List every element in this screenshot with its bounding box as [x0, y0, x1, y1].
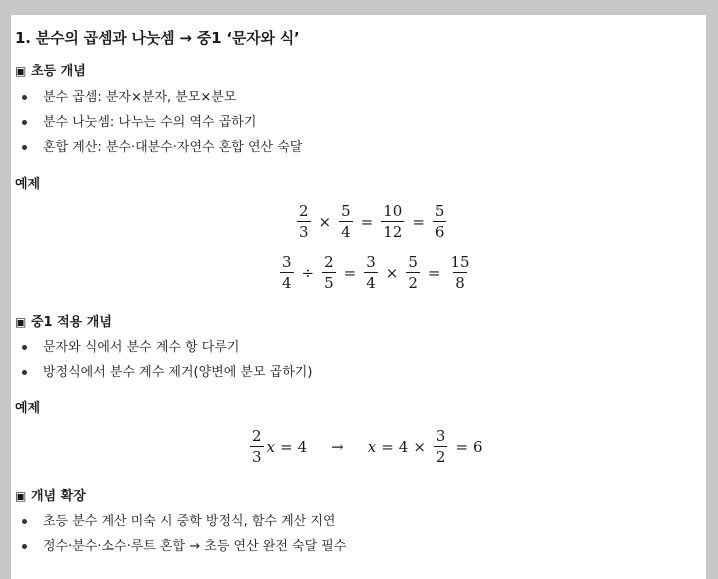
fraction: $\frac{2}{5}$ [324, 253, 334, 292]
times-operator: × [318, 213, 332, 231]
equation-multiplication [294, 204, 449, 240]
equation-linear [247, 429, 483, 465]
middle-concept-list [11, 335, 312, 385]
section-heading-middle [15, 311, 112, 330]
fraction: $\frac{3}{2}$ [435, 427, 446, 466]
times-operator: × [413, 438, 426, 456]
list-item: 분수 나눗셈: 나누는 수의 역수 곱하기 [11, 110, 302, 135]
section-heading-extension [15, 485, 86, 504]
fraction: $\frac{2}{3}$ [252, 427, 262, 466]
fraction: $\frac{5}{4}$ [341, 202, 351, 241]
fraction: $\frac{5}{6}$ [434, 202, 445, 241]
fraction: $\frac{3}{4}$ [282, 253, 292, 292]
extension-concept-list [11, 509, 346, 559]
section-heading-text: 개념 확장 [31, 489, 86, 504]
list-item: 정수·분수·소수·루트 혼합 → 초등 연산 완전 숙달 필수 [11, 534, 346, 559]
right-arrow-icon: → [331, 438, 344, 456]
equals-sign: = [412, 213, 425, 231]
list-item: 혼합 계산: 분수·대분수·자연수 혼합 연산 숙달 [11, 135, 302, 160]
equals-sign: = [381, 438, 394, 456]
section-heading-elementary [15, 60, 86, 79]
section-heading-text: 초등 개념 [31, 64, 86, 79]
elementary-concept-list [11, 85, 302, 160]
fraction: $\frac{5}{2}$ [408, 253, 418, 292]
square-marker-icon: ▣ [15, 489, 27, 503]
list-item: 분수 곱셈: 분자×분자, 분모×분모 [11, 85, 302, 110]
equals-sign: = [427, 264, 441, 282]
example-label: 예제 [15, 177, 41, 192]
fraction: $\frac{3}{4}$ [366, 253, 376, 292]
equals-sign: = [280, 438, 293, 456]
equals-sign: = [360, 213, 374, 231]
page-title: 1. 분수의 곱셈과 나눗셈 → 중1 ‘문자와 식’ [15, 29, 300, 47]
equals-sign: = [343, 264, 357, 282]
square-marker-icon: ▣ [15, 64, 27, 78]
times-operator: × [385, 264, 399, 282]
number: 4 [398, 438, 409, 456]
example-label: 예제 [15, 401, 41, 416]
number: 4 [297, 438, 308, 456]
list-item: 방정식에서 분수 계수 제거(양변에 분모 곱하기) [11, 360, 312, 385]
square-marker-icon: ▣ [15, 315, 27, 329]
list-item: 문자와 식에서 분수 계수 항 다루기 [11, 335, 312, 360]
equation-division [277, 255, 475, 291]
fraction: $\frac{2}{3}$ [299, 202, 309, 241]
fraction: $\frac{15}{8}$ [450, 253, 470, 292]
equals-sign: = [455, 438, 469, 456]
divide-operator: ÷ [301, 264, 315, 282]
fraction: $\frac{10}{12}$ [383, 202, 403, 241]
variable-x: x [367, 438, 377, 456]
list-item: 초등 분수 계산 미숙 시 중학 방정식, 함수 계산 지연 [11, 509, 346, 534]
number: 6 [473, 438, 483, 456]
section-heading-text: 중1 적용 개념 [31, 315, 112, 330]
document-page [11, 15, 706, 579]
variable-x: x [266, 438, 276, 456]
